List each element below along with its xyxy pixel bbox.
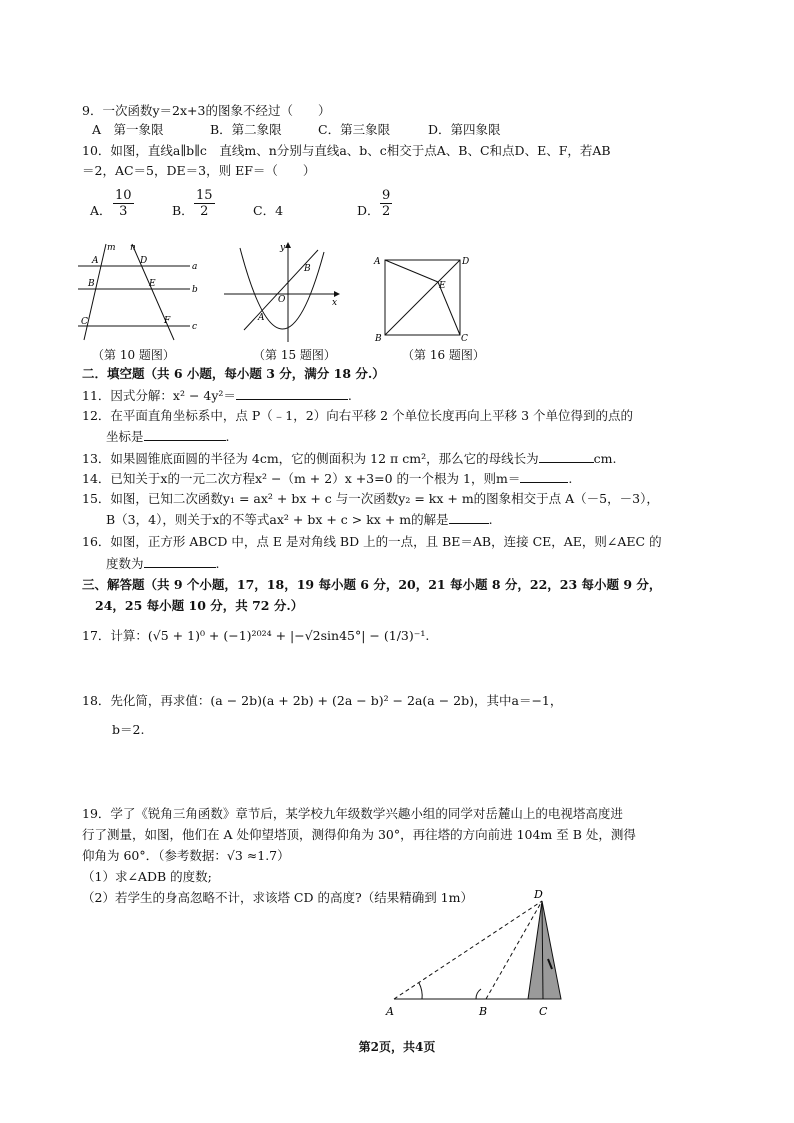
- q10-option-d-letter: D．: [357, 203, 380, 218]
- fig10-label-c: c: [192, 322, 198, 332]
- q18-line1: 18．先化简，再求值：(a − 2b)(a + 2b) + (2a − b)² − 2a(a − 2b)，其中a＝−1，: [82, 693, 563, 708]
- q12-line2: 坐标是 .: [106, 429, 230, 444]
- q13-answer-blank: [539, 450, 594, 463]
- figure-15: [222, 238, 344, 344]
- fig19-label-D: D: [534, 888, 543, 901]
- fig10-label-E: E: [149, 279, 156, 289]
- q10-line2: ＝2，AC＝5，DE＝3，则 EF＝（ ）: [82, 163, 316, 178]
- q10-option-a-num: 10: [115, 188, 132, 203]
- figure-16-caption: （第 16 题图）: [402, 348, 485, 362]
- fig19-label-A: A: [386, 1005, 394, 1018]
- fig16-label-B: B: [375, 334, 382, 344]
- q10-option-a-fraction: [113, 188, 134, 219]
- figure-15-caption: （第 15 题图）: [253, 348, 336, 362]
- figure-16: [372, 250, 472, 344]
- fig10-label-b: b: [192, 285, 198, 295]
- section3-title-line1: 三、解答题（共 9 个小题，17，18，19 每小题 6 分，20，21 每小题 8 分，22，23 每小题 9 分，: [82, 577, 662, 592]
- fig10-label-C: C: [81, 317, 88, 327]
- q9-option-a: A 第一象限: [92, 122, 164, 137]
- q19-line3: 仰角为 60°．（参考数据：√3 ≈1.7）: [82, 848, 290, 863]
- section2-title: 二．填空题（共 6 小题，每小题 3 分，满分 18 分.）: [82, 366, 385, 381]
- fig16-label-C: C: [461, 334, 468, 344]
- fig10-label-B: B: [88, 279, 95, 289]
- q19-sub2: （2）若学生的身高忽略不计，求该塔 CD 的高度?（结果精确到 1m）: [82, 890, 473, 905]
- figure-10: [74, 240, 204, 344]
- q10-option-b-fraction: [194, 188, 215, 219]
- section3-title-line2: 24，25 每小题 10 分，共 72 分.）: [95, 598, 304, 613]
- fig15-label-A: A: [258, 313, 265, 323]
- fig10-label-n: n: [130, 243, 136, 253]
- q16-answer-blank: [144, 555, 216, 568]
- q10-option-c: C．4: [253, 203, 284, 218]
- q11-answer-blank: [236, 387, 348, 400]
- q14-answer-blank: [520, 470, 568, 483]
- fig19-label-B: B: [479, 1005, 488, 1018]
- q13-text: 13．如果圆锥底面圆的半径为 4cm，它的侧面积为 12 π cm²，那么它的母线长为: [82, 451, 539, 466]
- q10-option-b-den: 2: [200, 204, 209, 219]
- fig16-label-A: A: [374, 257, 381, 267]
- q18-line2: b＝2.: [112, 722, 145, 737]
- q19-line1: 19．学了《锐角三角函数》章节后，某学校九年级数学兴趣小组的同学对岳麓山上的电视塔高度进: [82, 806, 623, 821]
- fig19-label-C: C: [539, 1005, 548, 1018]
- q19-sub1: （1）求∠ADB 的度数;: [82, 869, 212, 884]
- q9-option-b: B．第二象限: [210, 122, 282, 137]
- q10-option-d-num: 9: [382, 188, 391, 203]
- q10-option-d-fraction: [380, 188, 392, 219]
- q15-text: B（3，4），则关于x的不等式ax² + bx + c > kx + m的解是: [106, 512, 449, 527]
- q9-stem: 9．一次函数y＝2x+3的图象不经过（ ）: [82, 103, 331, 118]
- q15-line1: 15．如图，已知二次函数y₁ = ax² + bx + c 与一次函数y₂ = kx + m的图象相交于点 A（－5，－3），: [82, 491, 659, 506]
- figure-19: [380, 883, 580, 1023]
- fig16-label-E: E: [439, 281, 446, 291]
- q12-answer-blank: [144, 428, 226, 441]
- fig15-label-x: x: [332, 298, 338, 308]
- q9-option-d: D．第四象限: [428, 122, 501, 137]
- q13-unit: cm.: [593, 451, 617, 466]
- figure-10-caption: （第 10 题图）: [92, 348, 175, 362]
- q15-answer-blank: [449, 511, 489, 524]
- fig10-label-m: m: [107, 243, 116, 253]
- q10-option-d-den: 2: [382, 204, 391, 219]
- fig10-label-a: a: [192, 262, 198, 272]
- q10-option-a-letter: A．: [90, 203, 112, 218]
- q16-line1: 16．如图，正方形 ABCD 中，点 E 是对角线 BD 上的一点，且 BE＝AB，连接 CE，AE，则∠AEC 的: [82, 534, 662, 549]
- q11: 11．因式分解：x² − 4y²＝ .: [82, 388, 352, 403]
- q10-option-b-num: 15: [196, 188, 213, 203]
- fig10-label-F: F: [164, 316, 171, 326]
- q15-line2: B（3，4），则关于x的不等式ax² + bx + c > kx + m的解是 .: [106, 512, 493, 527]
- q12-text: 坐标是: [106, 429, 144, 444]
- q10-line1: 10．如图，直线a∥b∥c 直线m、n分别与直线a、b、c相交于点A、B、C和点D、E、F，若AB: [82, 143, 611, 158]
- q17: 17．计算：(√5 + 1)⁰ + (−1)²⁰²⁴ + |−√2sin45°| − (1/3)⁻¹.: [82, 628, 430, 643]
- q10-option-a-den: 3: [119, 204, 128, 219]
- fig10-label-D: D: [140, 256, 148, 266]
- q14-text: 14．已知关于x的一元二次方程x² −（m + 2）x +3=0 的一个根为 1，则m＝: [82, 471, 521, 486]
- page-footer: 第2页，共4页: [358, 1040, 436, 1054]
- q13: [82, 450, 616, 467]
- q10-option-b-letter: B．: [172, 203, 194, 218]
- q19-line2: 行了测量，如图，他们在 A 处仰望塔顶，测得仰角为 30°，再往塔的方向前进 104m 至 B 处，测得: [82, 827, 636, 842]
- q16-line2: 度数为 .: [106, 556, 220, 571]
- q14: 14．已知关于x的一元二次方程x² −（m + 2）x +3=0 的一个根为 1，则m＝ .: [82, 471, 573, 486]
- fig10-label-A: A: [92, 256, 99, 266]
- fig16-label-D: D: [462, 257, 470, 267]
- q9-option-c: C．第三象限: [318, 122, 391, 137]
- q16-text: 度数为: [106, 556, 144, 571]
- fig15-label-O: O: [278, 295, 286, 305]
- fig15-label-y: y: [280, 243, 286, 253]
- q11-text: 11．因式分解：x² − 4y²＝: [82, 388, 236, 403]
- q12-line1: 12．在平面直角坐标系中，点 P（﹣1，2）向右平移 2 个单位长度再向上平移 3 个单位得到的点的: [82, 408, 633, 423]
- fig15-label-B: B: [304, 264, 311, 274]
